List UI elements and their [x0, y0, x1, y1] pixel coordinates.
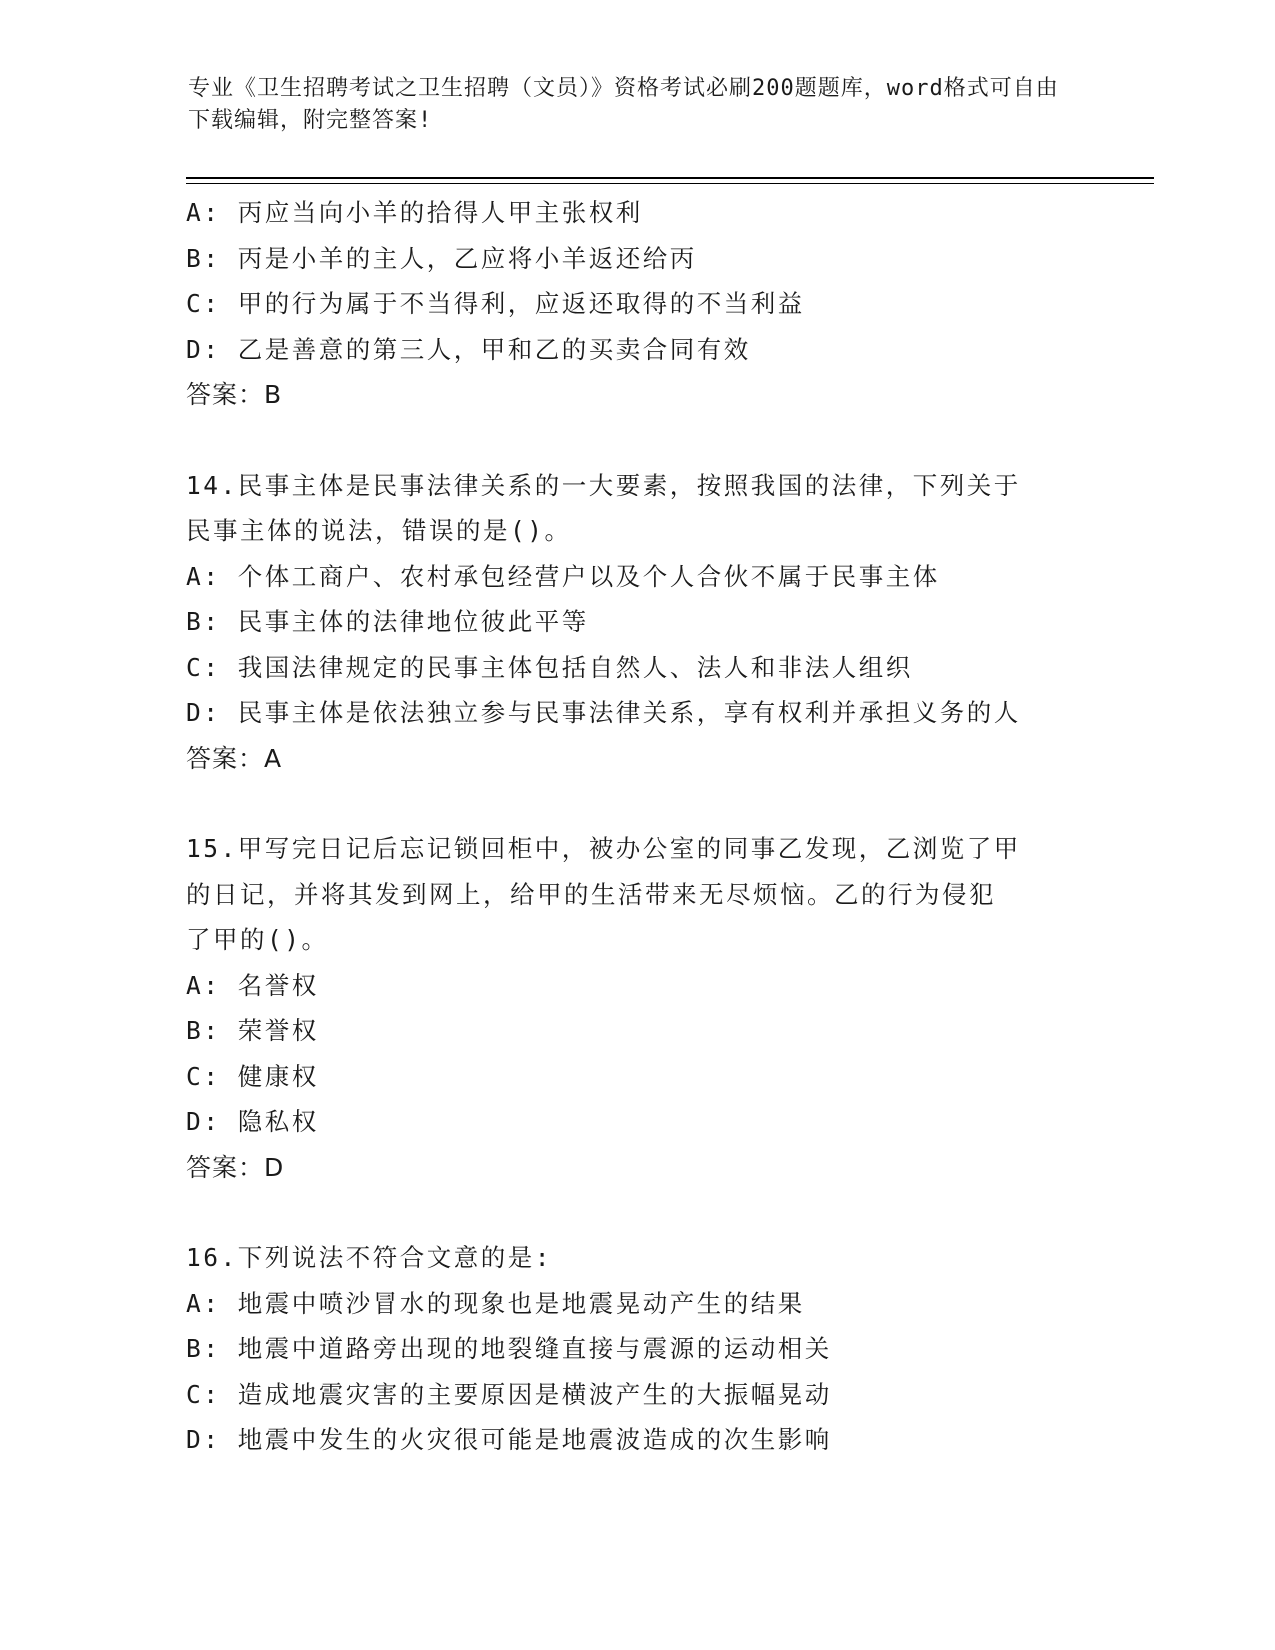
answer: 答案：A	[186, 743, 283, 773]
option-d: D: 地震中发生的火灾很可能是地震波造成的次生影响	[186, 1425, 832, 1454]
option-a: A: 地震中喷沙冒水的现象也是地震晃动产生的结果	[186, 1288, 805, 1318]
option-b: B: 荣誉权	[186, 1016, 319, 1045]
question-list	[186, 190, 1086, 1463]
answer: 答案：B	[186, 380, 283, 409]
option-a: A: 丙应当向小羊的拾得人甲主张权利	[186, 198, 643, 227]
option-c: C: 健康权	[186, 1061, 319, 1091]
option-d: D: 民事主体是依法独立参与民事法律关系，享有权利并承担义务的人	[186, 698, 1021, 727]
question-16	[186, 1235, 1086, 1463]
question-13	[186, 190, 1086, 418]
option-d: D: 隐私权	[186, 1107, 319, 1136]
question-15	[186, 826, 1086, 1190]
option-c: C: 甲的行为属于不当得利，应返还取得的不当利益	[186, 289, 805, 318]
option-d: D: 乙是善意的第三人，甲和乙的买卖合同有效	[186, 334, 751, 364]
option-c: C: 我国法律规定的民事主体包括自然人、法人和非法人组织	[186, 652, 913, 682]
question-stem: 15.甲写完日记后忘记锁回柜中，被办公室的同事乙发现，乙浏览了甲	[186, 834, 1021, 863]
question-stem: 14.民事主体是民事法律关系的一大要素，按照我国的法律，下列关于	[186, 470, 1021, 500]
question-14	[186, 463, 1086, 782]
question-stem: 16.下列说法不符合文意的是:	[186, 1243, 552, 1272]
option-b: B: 民事主体的法律地位彼此平等	[186, 607, 589, 636]
question-stem: 的日记，并将其发到网上，给甲的生活带来无尽烦恼。乙的行为侵犯	[186, 879, 996, 909]
option-b: B: 地震中道路旁出现的地裂缝直接与震源的运动相关	[186, 1334, 832, 1363]
answer: 答案：D	[186, 1152, 285, 1182]
option-c: C: 造成地震灾害的主要原因是横波产生的大振幅晃动	[186, 1379, 832, 1409]
question-stem: 了甲的()。	[186, 925, 329, 954]
header-rule-thick	[186, 177, 1154, 179]
option-a: A: 个体工商户、农村承包经营户以及个人合伙不属于民事主体	[186, 561, 940, 591]
question-stem: 民事主体的说法，错误的是()。	[186, 516, 572, 545]
option-a: A: 名誉权	[186, 970, 319, 1000]
document-header: 专业《卫生招聘考试之卫生招聘（文员）》资格考试必刷200题题库，word格式可自由下载编辑，附完整答案!	[188, 76, 1059, 133]
option-b: B: 丙是小羊的主人，乙应将小羊返还给丙	[186, 243, 697, 273]
header-rule-thin	[186, 183, 1154, 184]
